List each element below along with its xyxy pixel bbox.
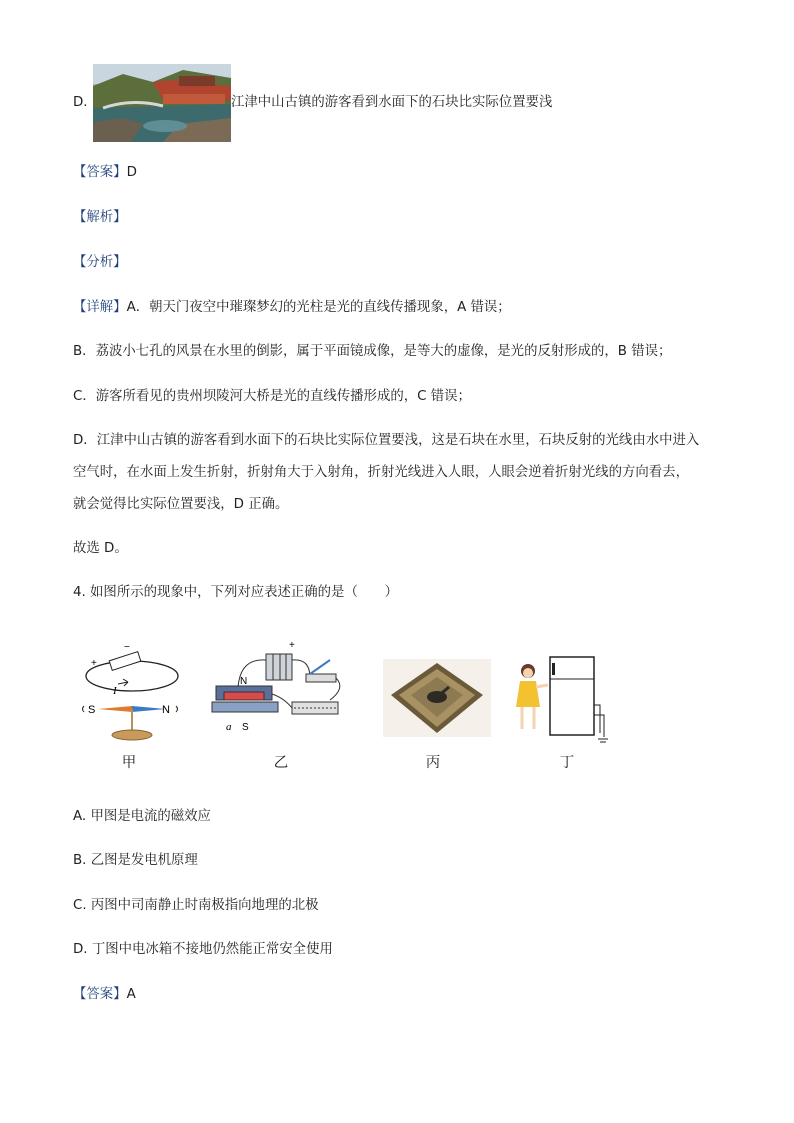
detail-line-d1: D．江津中山古镇的游客看到水面下的石块比实际位置要浅，这是石块在水里，石块反射的光线由水中进入 (73, 433, 700, 448)
answer-value: D (126, 165, 137, 180)
caption-ding: 丁 (559, 755, 575, 771)
caption-yi: 乙 (273, 755, 289, 771)
option-d: D. 丁图中电冰箱不接地仍然能正常安全使用 (73, 942, 333, 957)
answer4-value: A (126, 987, 136, 1002)
a-label-yi: a (226, 721, 232, 733)
option-c: C. 丙图中司南静止时南极指向地理的北极 (73, 898, 319, 913)
option-a: A. 甲图是电流的磁效应 (73, 809, 211, 824)
detail-tag: 【详解】 (73, 300, 127, 315)
n-label-yi: N (240, 676, 248, 687)
analysis-heading: 【解析】 (73, 210, 127, 225)
figure-jia (80, 640, 190, 745)
detail-line-b: B．荔波小七孔的风景在水里的倒影，属于平面镜成像，是等大的虚像，是光的反射形成的，B 错误； (73, 344, 672, 359)
question4-stem: 4. 如图所示的现象中，下列对应表述正确的是（ ） (73, 585, 399, 600)
detail-line-d3: 就会觉得比实际位置要浅，D 正确。 (73, 497, 289, 512)
detail-line-d2: 空气时，在水面上发生折射，折射角大于入射角，折射光线进入人眼，人眼会逆着折射光线的方向看去， (73, 465, 689, 480)
ancient-town-photo (93, 64, 231, 142)
figure-bing (383, 659, 491, 737)
caption-jia: 甲 (121, 755, 137, 771)
answer4-tag: 【答案】 (73, 987, 127, 1002)
detail-line-c: C．游客所看见的贵州坝陵河大桥是光的直线传播形成的，C 错误； (73, 389, 471, 404)
option-d-text: 江津中山古镇的游客看到水面下的石块比实际位置要浅 (231, 95, 553, 110)
figure-yi (210, 638, 350, 738)
fenxi-heading: 【分析】 (73, 255, 127, 270)
s-label-yi: S (242, 722, 249, 733)
answer-prev (73, 163, 137, 183)
answer-tag: 【答案】 (73, 165, 127, 180)
figure-ding (514, 655, 609, 745)
option-b: B. 乙图是发电机原理 (73, 853, 198, 868)
n-label-jia: N (162, 704, 170, 716)
current-label: I (113, 685, 117, 697)
conclusion: 故选 D。 (73, 541, 128, 556)
answer4 (73, 985, 136, 1005)
s-label-jia: S (88, 704, 96, 716)
option-d-label: D. (73, 95, 88, 110)
plus-label-yi: + (289, 640, 295, 651)
detail-line-a (73, 298, 511, 318)
minus-label: − (124, 642, 130, 653)
detail-a-text: A．朝天门夜空中璀璨梦幻的光柱是光的直线传播现象，A 错误； (126, 300, 511, 315)
plus-label: + (91, 658, 97, 669)
caption-bing: 丙 (425, 755, 441, 771)
